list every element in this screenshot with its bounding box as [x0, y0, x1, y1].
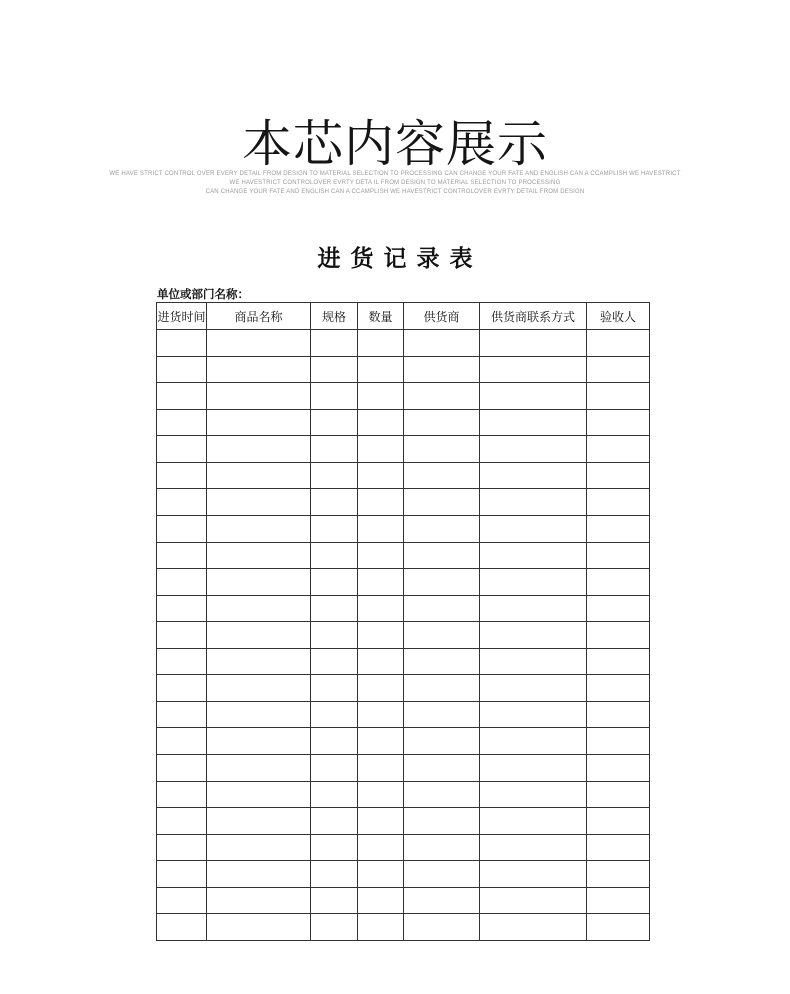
table-cell	[480, 622, 587, 649]
table-cell	[404, 569, 480, 596]
table-cell	[587, 914, 650, 941]
table-cell	[311, 914, 358, 941]
table-cell	[157, 595, 207, 622]
table-cell	[480, 861, 587, 888]
table-row	[157, 622, 650, 649]
table-cell	[404, 622, 480, 649]
table-cell	[311, 515, 358, 542]
table-cell	[358, 701, 404, 728]
table-cell	[358, 861, 404, 888]
table-cell	[207, 409, 311, 436]
table-cell	[157, 701, 207, 728]
table-cell	[587, 728, 650, 755]
table-cell	[480, 409, 587, 436]
table-cell	[587, 330, 650, 357]
table-cell	[480, 542, 587, 569]
table-row	[157, 489, 650, 516]
table-cell	[587, 701, 650, 728]
table-row	[157, 861, 650, 888]
table-cell	[157, 462, 207, 489]
table-cell	[207, 462, 311, 489]
column-header-supplier: 供货商	[404, 303, 480, 330]
table-cell	[587, 595, 650, 622]
table-cell	[207, 781, 311, 808]
table-cell	[207, 861, 311, 888]
table-cell	[207, 383, 311, 410]
table-cell	[404, 755, 480, 782]
table-cell	[358, 356, 404, 383]
table-cell	[157, 728, 207, 755]
table-cell	[311, 701, 358, 728]
table-row	[157, 356, 650, 383]
table-cell	[404, 701, 480, 728]
table-cell	[404, 808, 480, 835]
table-row	[157, 701, 650, 728]
table-cell	[587, 462, 650, 489]
column-header-inspector: 验收人	[587, 303, 650, 330]
table-cell	[404, 330, 480, 357]
table-cell	[404, 648, 480, 675]
table-cell	[480, 887, 587, 914]
table-cell	[311, 409, 358, 436]
table-cell	[207, 701, 311, 728]
table-cell	[404, 781, 480, 808]
table-cell	[207, 834, 311, 861]
table-cell	[587, 542, 650, 569]
table-cell	[207, 436, 311, 463]
table-cell	[311, 569, 358, 596]
table-cell	[311, 887, 358, 914]
table-cell	[404, 834, 480, 861]
table-cell	[480, 595, 587, 622]
table-cell	[157, 808, 207, 835]
table-cell	[311, 861, 358, 888]
table-cell	[404, 462, 480, 489]
table-cell	[157, 648, 207, 675]
table-cell	[157, 569, 207, 596]
table-row	[157, 887, 650, 914]
table-row	[157, 834, 650, 861]
table-row	[157, 462, 650, 489]
table-cell	[157, 887, 207, 914]
table-cell	[311, 808, 358, 835]
column-header-purchase-time: 进货时间	[157, 303, 207, 330]
table-cell	[358, 383, 404, 410]
table-cell	[311, 489, 358, 516]
table-cell	[404, 356, 480, 383]
table-cell	[157, 515, 207, 542]
table-cell	[157, 356, 207, 383]
table-row	[157, 569, 650, 596]
table-cell	[587, 409, 650, 436]
table-cell	[480, 489, 587, 516]
table-cell	[358, 569, 404, 596]
table-cell	[480, 701, 587, 728]
table-cell	[480, 914, 587, 941]
table-cell	[358, 914, 404, 941]
table-cell	[311, 728, 358, 755]
table-cell	[157, 675, 207, 702]
purchase-record-table	[156, 302, 650, 941]
table-cell	[311, 755, 358, 782]
table-cell	[404, 728, 480, 755]
table-row	[157, 808, 650, 835]
table-row	[157, 409, 650, 436]
table-cell	[358, 436, 404, 463]
table-row	[157, 330, 650, 357]
table-cell	[358, 462, 404, 489]
table-cell	[207, 887, 311, 914]
table-cell	[358, 808, 404, 835]
table-cell	[157, 834, 207, 861]
table-cell	[404, 436, 480, 463]
table-cell	[207, 356, 311, 383]
table-cell	[404, 861, 480, 888]
table-cell	[587, 356, 650, 383]
table-cell	[587, 648, 650, 675]
table-cell	[404, 409, 480, 436]
table-row	[157, 542, 650, 569]
table-cell	[480, 648, 587, 675]
table-cell	[207, 648, 311, 675]
table-row	[157, 675, 650, 702]
table-body	[157, 330, 650, 941]
table-cell	[480, 356, 587, 383]
table-cell	[157, 383, 207, 410]
table-cell	[358, 887, 404, 914]
table-cell	[358, 675, 404, 702]
table-cell	[587, 515, 650, 542]
table-header-row	[157, 303, 650, 330]
table-cell	[587, 755, 650, 782]
table-cell	[207, 330, 311, 357]
table-cell	[207, 595, 311, 622]
table-cell	[311, 330, 358, 357]
table-cell	[404, 489, 480, 516]
table-cell	[358, 755, 404, 782]
table-cell	[358, 834, 404, 861]
table-cell	[587, 834, 650, 861]
table-row	[157, 595, 650, 622]
table-cell	[587, 622, 650, 649]
table-cell	[404, 383, 480, 410]
table-cell	[311, 834, 358, 861]
table-cell	[311, 622, 358, 649]
table-cell	[358, 595, 404, 622]
table-cell	[207, 489, 311, 516]
table-cell	[157, 489, 207, 516]
table-cell	[404, 515, 480, 542]
table-row	[157, 648, 650, 675]
table-cell	[157, 914, 207, 941]
table-cell	[587, 808, 650, 835]
table-cell	[587, 887, 650, 914]
table-cell	[480, 675, 587, 702]
table-cell	[587, 489, 650, 516]
table-cell	[587, 436, 650, 463]
table-row	[157, 781, 650, 808]
table-cell	[480, 383, 587, 410]
table-cell	[358, 489, 404, 516]
table-cell	[157, 781, 207, 808]
table-cell	[587, 383, 650, 410]
table-cell	[358, 409, 404, 436]
table-cell	[358, 542, 404, 569]
table-cell	[207, 914, 311, 941]
table-cell	[587, 569, 650, 596]
table-cell	[480, 436, 587, 463]
table-cell	[157, 409, 207, 436]
form-title: 进货记录表	[317, 246, 483, 272]
table-cell	[207, 622, 311, 649]
table-cell	[587, 675, 650, 702]
table-cell	[404, 914, 480, 941]
table-cell	[587, 781, 650, 808]
table-cell	[358, 648, 404, 675]
table-cell	[157, 330, 207, 357]
table-cell	[404, 887, 480, 914]
table-cell	[358, 781, 404, 808]
table-cell	[358, 728, 404, 755]
table-cell	[358, 515, 404, 542]
table-cell	[207, 542, 311, 569]
table-cell	[404, 542, 480, 569]
table-row	[157, 515, 650, 542]
table-cell	[207, 808, 311, 835]
table-cell	[207, 515, 311, 542]
table-row	[157, 383, 650, 410]
table-cell	[311, 356, 358, 383]
table-cell	[480, 330, 587, 357]
table-cell	[311, 595, 358, 622]
column-header-quantity: 数量	[358, 303, 404, 330]
table-cell	[207, 675, 311, 702]
page-title: 本芯内容展示	[242, 115, 548, 173]
table-cell	[311, 436, 358, 463]
table-cell	[587, 861, 650, 888]
table-cell	[480, 728, 587, 755]
table-cell	[358, 622, 404, 649]
table-cell	[157, 622, 207, 649]
table-cell	[480, 755, 587, 782]
table-cell	[157, 542, 207, 569]
table-cell	[311, 648, 358, 675]
unit-name-label: 单位或部门名称：	[157, 287, 249, 301]
table-cell	[207, 569, 311, 596]
table-row	[157, 914, 650, 941]
table-cell	[311, 781, 358, 808]
tagline-line-3: CAN CHANGE YOUR FATE AND ENGLISH CAN A CCAMPLISH WE HAVESTRICT CONTROLOVER EVRTY DETAIL FROM DESIGN	[205, 189, 585, 195]
table-cell	[207, 728, 311, 755]
table-cell	[404, 595, 480, 622]
table-cell	[480, 781, 587, 808]
table-cell	[311, 383, 358, 410]
column-header-specification: 规格	[311, 303, 358, 330]
table-cell	[157, 861, 207, 888]
table-cell	[480, 515, 587, 542]
table-cell	[207, 755, 311, 782]
table-cell	[157, 436, 207, 463]
table-cell	[404, 675, 480, 702]
tagline-line-2: WE HAVESTRICT CONTROLOVER EVRTY DETA IL FROM DESIGN TO MATERIAL SELECTION TO PROCESSING	[229, 180, 561, 186]
table-cell	[311, 542, 358, 569]
table-cell	[311, 675, 358, 702]
table-cell	[311, 462, 358, 489]
table-cell	[480, 569, 587, 596]
column-header-product-name: 商品名称	[207, 303, 311, 330]
table-cell	[480, 808, 587, 835]
table-cell	[358, 330, 404, 357]
table-cell	[480, 462, 587, 489]
table-row	[157, 436, 650, 463]
table-cell	[157, 755, 207, 782]
table-row	[157, 755, 650, 782]
table-row	[157, 728, 650, 755]
column-header-supplier-contact: 供货商联系方式	[480, 303, 587, 330]
table-cell	[480, 834, 587, 861]
tagline-line-1: WE HAVE STRICT CONTROL OVER EVERY DETAIL FROM DESIGN TO MATERIAL SELECTION TO PROCESSING CAN CHANGE YOUR FATE AND ENGLISH CAN A CCAMPLISH WE HAVESTRICT	[109, 171, 681, 177]
